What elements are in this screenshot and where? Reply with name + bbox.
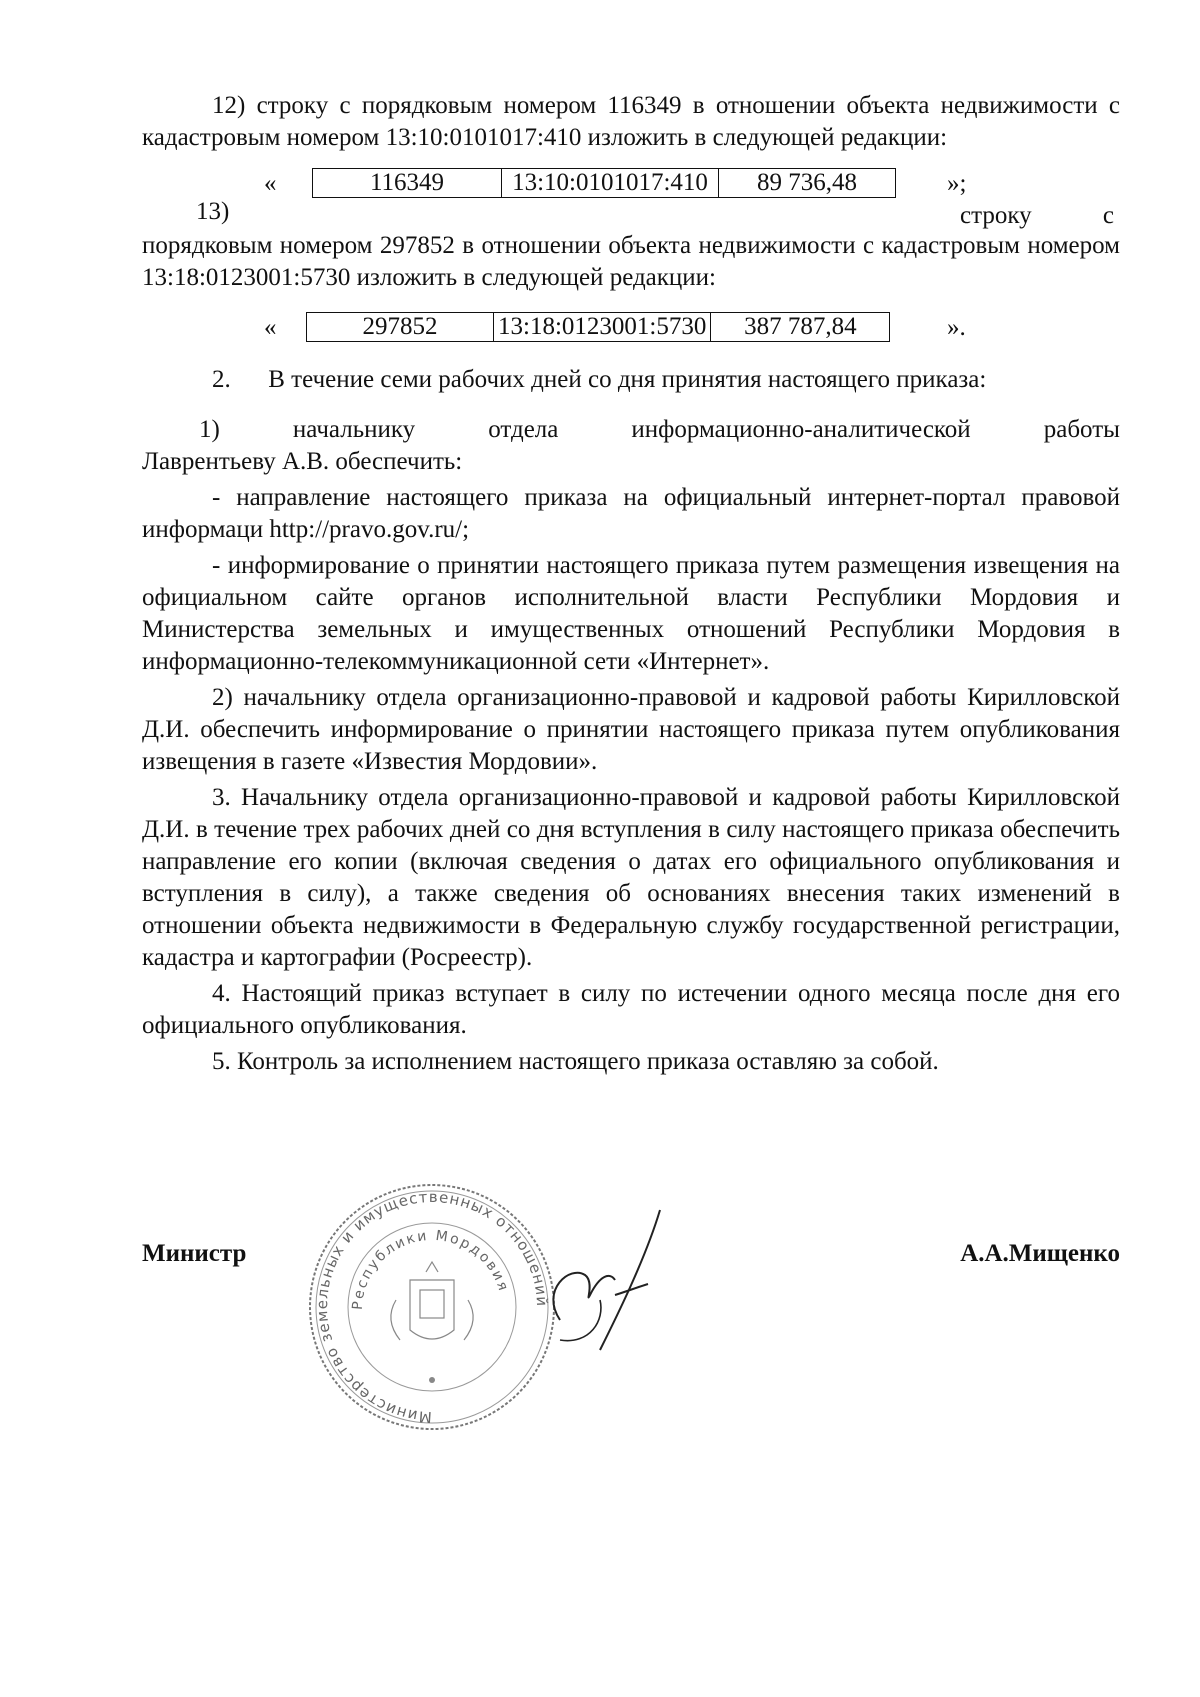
paragraph-2-1-b: - информирование о принятии настоящего приказа путем размещения извещения на официальном сайте органов исполнительной власти Республики Мордовия и Министерства земельных и имущественных отношений Республики Мордовия в информационно-телекоммуникационной сети «Интернет». [142,552,1120,675]
close-quote: ». [947,314,966,341]
table-row [307,313,890,342]
paragraph-4: 4. Настоящий приказ вступает в силу по истечении одного месяца после дня его официального опубликования. [142,980,1120,1039]
signatory-position: Министр [142,1240,247,1267]
paragraph-3: 3. Начальнику отдела организационно-правовой и кадровой работы Кирилловской Д.И. в течение трех рабочих дней со дня вступления в силу настоящего приказа обеспечить направление его копии (включая сведения о датах его официального опубликования и вступления в силу), а также сведения об основаниях внесения таких изменений в отношении объекта недвижимости в Федеральную службу государственной регистрации, кадастра и картографии (Росреестр). [142,784,1120,971]
paragraph-2-1-a: - направление настоящего приказа на официальный интернет-портал правовой информаци http://pravo.gov.ru/; [142,484,1120,543]
open-quote: « [264,170,277,197]
item-13-first-end: с [1102,202,1114,229]
seal-outer-text: Министерство земельных и имущественных отношений [312,1187,552,1427]
word: работы [1043,416,1120,443]
item-12-table [312,168,896,198]
svg-text:Республики Мордовия [350,1228,512,1311]
item-13-amendment [142,312,1120,358]
table-cell-number: 116349 [313,169,502,198]
table-cell-value: 387 787,84 [711,313,890,342]
paragraph-5: 5. Контроль за исполнением настоящего приказа оставляю за собой. [212,1048,939,1075]
handwritten-signature-icon [530,1180,730,1365]
item-12-text: 12) строку с порядковым номером 116349 в отношении объекта недвижимости с кадастровым номером 13:10:0101017:410 изложить в следующей редакции: [142,92,1120,151]
paragraph-2-2: 2) начальнику отдела организационно-правовой и кадровой работы Кирилловской Д.И. обеспечить информирование о принятии настоящего приказа путем опубликования извещения в газете «Известия Мордовии». [142,684,1120,775]
table-cell-cadastral: 13:18:0123001:5730 [494,313,711,342]
paragraph-2-1-cont: Лаврентьеву А.В. обеспечить: [142,448,463,475]
paragraph-2: 2. В течение семи рабочих дней со дня принятия настоящего приказа: [212,366,987,393]
table-cell-cadastral: 13:10:0101017:410 [502,169,719,198]
table-cell-number: 297852 [307,313,494,342]
signatory-name: А.А.Мищенко [960,1240,1120,1267]
svg-text:Министерство земельных и имуще [313,1188,551,1426]
word: начальнику [292,416,416,443]
open-quote: « [264,314,277,341]
document-body [142,90,1120,1078]
table-row [313,169,896,198]
word: отдела [488,416,559,443]
item-13-first-word: строку [960,202,1032,229]
paragraph-2-1-first-line [142,414,1120,446]
word: информационно-аналитической [631,416,971,443]
close-quote: »; [947,170,967,197]
item-13-text: порядковым номером 297852 в отношении объекта недвижимости с кадастровым номером 13:18:0123001:5730 изложить в следующей редакции: [142,232,1120,291]
table-cell-value: 89 736,48 [719,169,896,198]
word: 1) [199,416,220,443]
official-seal-icon [300,1180,565,1435]
item-13-table [306,312,890,342]
item-13-number: 13) [196,198,230,225]
item-13-first-line [142,196,1120,230]
seal-inner-text: Республики Мордовия [349,1227,512,1311]
